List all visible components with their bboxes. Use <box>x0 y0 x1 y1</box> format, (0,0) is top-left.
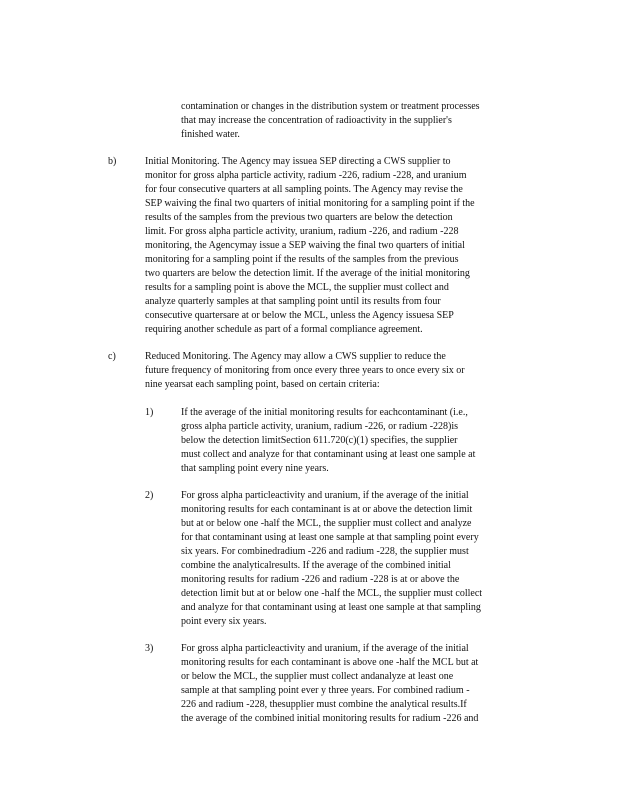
text-line: must collect and analyze for that contaminant using at least one sample at <box>181 449 476 460</box>
item-b-marker: b) <box>108 156 117 167</box>
text-line: monitoring results for each contaminant is above one -half the MCL but at <box>181 657 479 668</box>
item-c-marker: c) <box>108 351 116 362</box>
text-line: for that contaminant using at least one sample at that sampling point every <box>181 532 479 543</box>
subitem-1-paragraph <box>181 406 541 476</box>
subitem-3-marker: 3) <box>145 643 154 654</box>
text-line: Initial Monitoring. The Agency may issuea SEP directing a CWS supplier to <box>145 156 451 167</box>
text-line: that sampling point every nine years. <box>181 463 329 474</box>
text-line: If the average of the initial monitoring results for eachcontaminant (i.e., <box>181 407 468 418</box>
text-line: For gross alpha particleactivity and uranium, if the average of the initial <box>181 490 469 501</box>
text-line: results for a sampling point is above the MCL, the supplier must collect and <box>145 282 449 293</box>
text-line: finished water. <box>181 129 240 140</box>
subitem-1-marker: 1) <box>145 407 154 418</box>
text-line: for four consecutive quarters at all sampling points. The Agency may revise the <box>145 184 463 195</box>
text-line: future frequency of monitoring from once every three years to once every six or <box>145 365 465 376</box>
text-line: and analyze for that contaminant using at least one sample at that sampling <box>181 602 481 613</box>
text-line: below the detection limitSection 611.720(c)(1) specifies, the supplier <box>181 435 458 446</box>
text-line: 226 and radium -228, thesupplier must combine the analytical results.If <box>181 699 467 710</box>
text-line: monitoring results for radium -226 and radium -228 is at or above the <box>181 574 460 585</box>
text-line: contamination or changes in the distribution system or treatment processes <box>181 101 480 112</box>
text-line: monitoring for a sampling point if the results of the samples from the previous <box>145 254 459 265</box>
text-line: detection limit but at or below one -half the MCL, the supplier must collect <box>181 588 483 599</box>
text-line: but at or below one -half the MCL, the supplier must collect and analyze <box>181 518 472 529</box>
text-line: consecutive quartersare at or below the MCL, unless the Agency issuesa SEP <box>145 310 454 321</box>
text-line: gross alpha particle activity, uranium, radium -226, or radium -228)is <box>181 421 459 432</box>
text-line: monitor for gross alpha particle activity, radium -226, radium -228, and uranium <box>145 170 467 181</box>
item-c-paragraph <box>145 350 545 392</box>
text-line: monitoring, the Agencymay issue a SEP waiving the final two quarters of initial <box>145 240 465 251</box>
text-line: analyze quarterly samples at that sampling point until its results from four <box>145 296 441 307</box>
text-line: two quarters are below the detection limit. If the average of the initial monitoring <box>145 268 470 279</box>
intro-paragraph <box>181 100 541 142</box>
text-line: the average of the combined initial monitoring results for radium -226 and <box>181 713 479 724</box>
text-line: requiring another schedule as part of a formal compliance agreement. <box>145 324 423 335</box>
text-line: monitoring results for each contaminant is at or above the detection limit <box>181 504 473 515</box>
text-line: six years. For combinedradium -226 and radium -228, the supplier must <box>181 546 469 557</box>
item-b-paragraph <box>145 155 545 337</box>
text-line: SEP waiving the final two quarters of initial monitoring for a sampling point if the <box>145 198 475 209</box>
text-line: combine the analyticalresults. If the average of the combined initial <box>181 560 451 571</box>
text-line: or below the MCL, the supplier must collect andanalyze at least one <box>181 671 454 682</box>
text-line: limit. For gross alpha particle activity, uranium, radium -226, and radium -228 <box>145 226 459 237</box>
subitem-2-paragraph <box>181 489 541 629</box>
text-line: point every six years. <box>181 616 267 627</box>
text-line: results of the samples from the previous two quarters are below the detection <box>145 212 453 223</box>
text-line: Reduced Monitoring. The Agency may allow a CWS supplier to reduce the <box>145 351 446 362</box>
text-line: that may increase the concentration of radioactivity in the supplier's <box>181 115 452 126</box>
text-line: For gross alpha particleactivity and uranium, if the average of the initial <box>181 643 469 654</box>
text-line: sample at that sampling point ever y three years. For combined radium - <box>181 685 470 696</box>
text-line: nine yearsat each sampling point, based on certain criteria: <box>145 379 380 390</box>
subitem-3-paragraph <box>181 642 541 726</box>
subitem-2-marker: 2) <box>145 490 154 501</box>
